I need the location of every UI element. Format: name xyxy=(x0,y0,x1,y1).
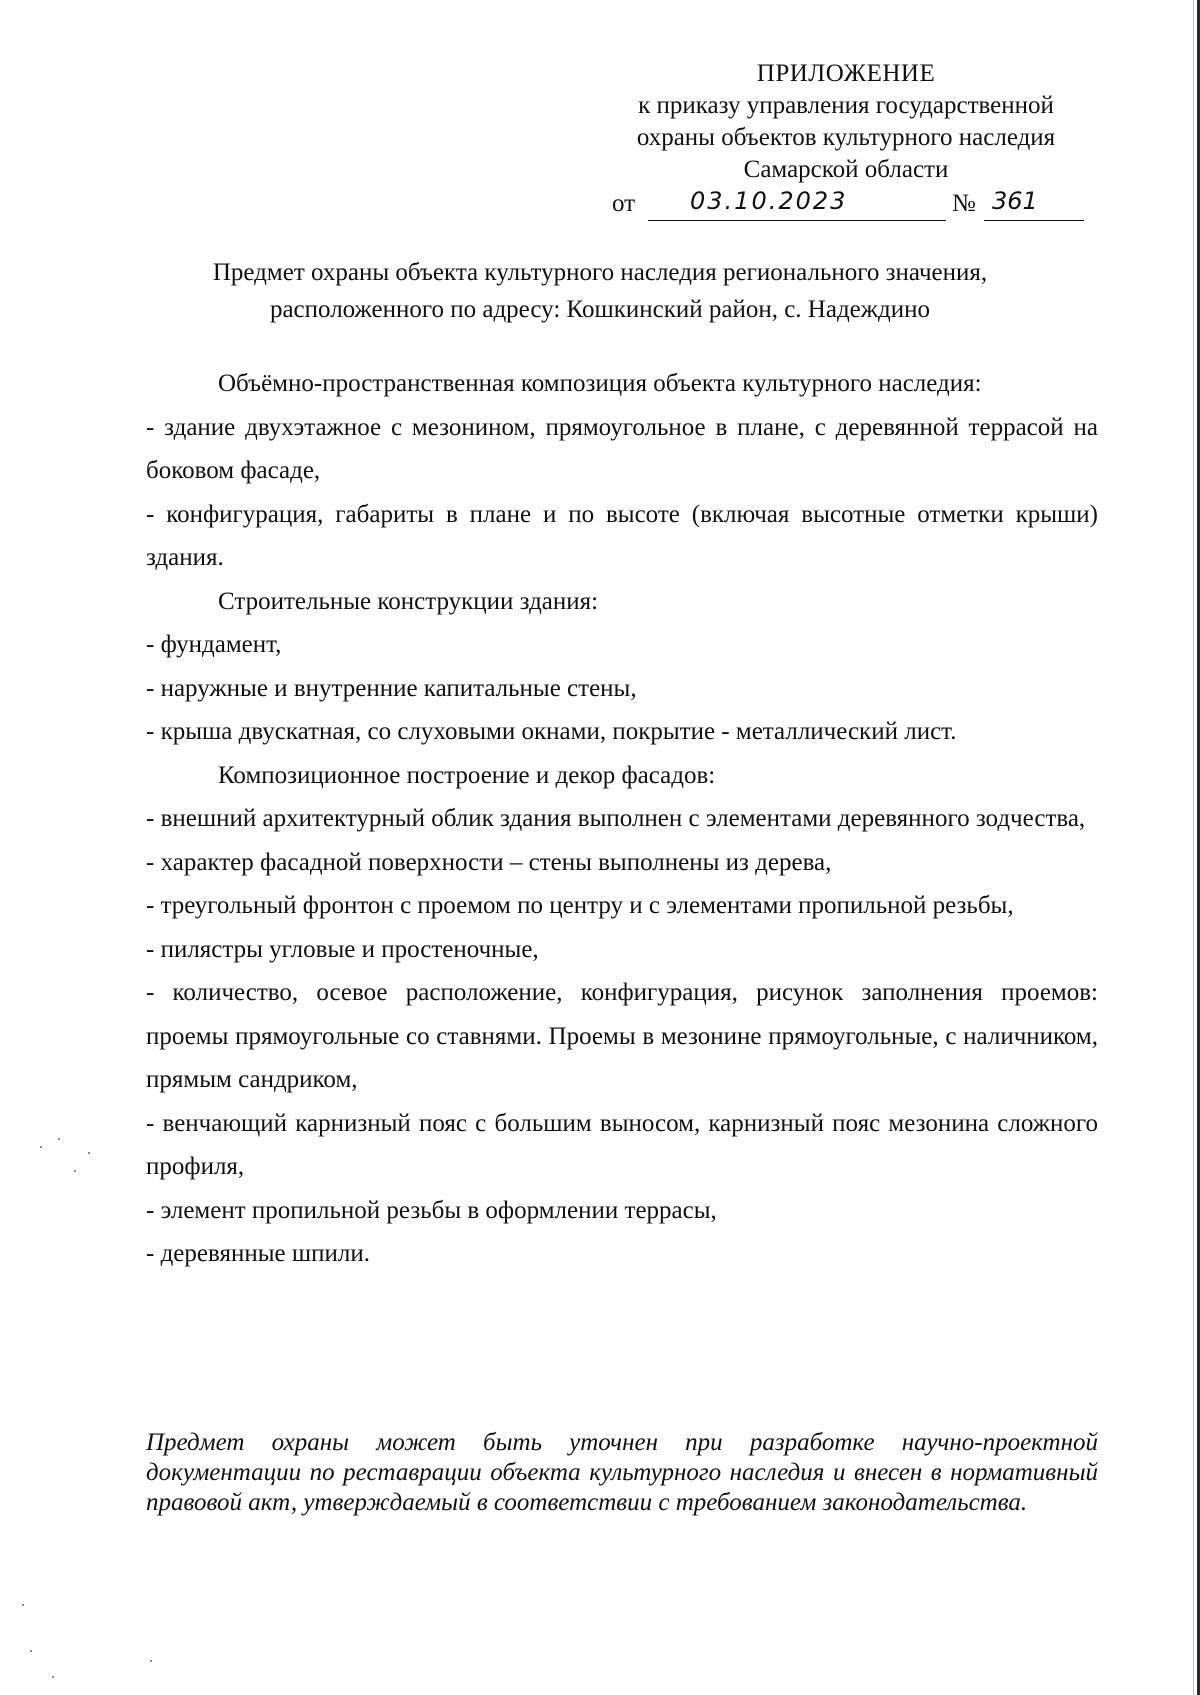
header-line-1: к приказу управления государственной xyxy=(638,92,1054,119)
appendix-header xyxy=(596,58,1096,186)
appendix-title: ПРИЛОЖЕНИЕ xyxy=(756,60,936,87)
list-item: - деревянные шпили. xyxy=(146,1240,370,1267)
scan-speck xyxy=(30,1650,32,1652)
document-body xyxy=(146,362,1098,1276)
list-item: - характер фасадной поверхности – стены выполнены из дерева, xyxy=(146,848,832,876)
scan-speck xyxy=(22,1604,24,1606)
scan-speck xyxy=(74,1170,76,1172)
italic-note: Предмет охраны может быть уточнен при разработке научно-проектной документации по реставрации объекта культурного наследия и внесен в нормативный правовой акт, утверждаемый в соответствии с требованием законодательства. xyxy=(146,1429,1098,1516)
order-date-number-line xyxy=(612,187,1084,224)
from-label: от xyxy=(612,190,636,217)
list-item: - фундамент, xyxy=(146,631,282,658)
scan-speck xyxy=(40,1146,42,1148)
handwritten-number: 361 xyxy=(992,187,1038,215)
document-title xyxy=(150,254,1050,328)
document-title-line-1: Предмет охраны объекта культурного наследия регионального значения, xyxy=(212,259,988,286)
list-item: - здание двухэтажное с мезонином, прямоугольное в плане, с деревянной террасой на боковом фасаде, xyxy=(146,413,1098,484)
date-field xyxy=(648,187,946,221)
number-label: № xyxy=(952,190,976,217)
list-item: - конфигурация, габариты в плане и по высоте (включая высотные отметки крыши) здания. xyxy=(146,500,1098,571)
scan-edge-shadow xyxy=(1193,0,1194,1695)
list-item: - элемент пропильной резьбы в оформлении террасы, xyxy=(146,1196,717,1224)
list-item: - количество, осевое расположение, конфигурация, рисунок заполнения проемов: проемы прямоугольные со ставнями. Проемы в мезонине прямоугольные, с наличником, прямым сандриком, xyxy=(146,979,1098,1093)
header-line-2: охраны объектов культурного наследия xyxy=(636,124,1056,151)
section-heading-structures: Строительные конструкции здания: xyxy=(218,587,599,615)
handwritten-date: 03.10.2023 xyxy=(690,187,848,215)
section-heading-composition: Объёмно-пространственная композиция объекта культурного наследия: xyxy=(218,370,982,397)
list-item: - треугольный фронтон с проемом по центру и с элементами пропильной резьбы, xyxy=(146,892,1014,919)
scan-speck xyxy=(52,1676,54,1678)
list-item: - пилястры угловые и простеночные, xyxy=(146,935,539,963)
section-heading-facades: Композиционное построение и декор фасадов: xyxy=(218,761,716,789)
list-item: - крыша двускатная, со слуховыми окнами, покрытие - металлический лист. xyxy=(146,718,957,745)
number-field xyxy=(984,187,1084,221)
header-line-3: Самарской области xyxy=(743,156,949,183)
list-item: - венчающий карнизный пояс с большим выносом, карнизный пояс мезонина сложного профиля, xyxy=(146,1109,1098,1180)
scan-speck xyxy=(58,1138,60,1140)
document-title-line-2: расположенного по адресу: Кошкинский район, с. Надеждино xyxy=(269,296,931,323)
scan-speck xyxy=(150,1660,152,1662)
list-item: - внешний архитектурный облик здания выполнен с элементами деревянного зодчества, xyxy=(146,805,1086,832)
scan-speck xyxy=(88,1152,90,1154)
list-item: - наружные и внутренние капитальные стены, xyxy=(146,674,637,702)
